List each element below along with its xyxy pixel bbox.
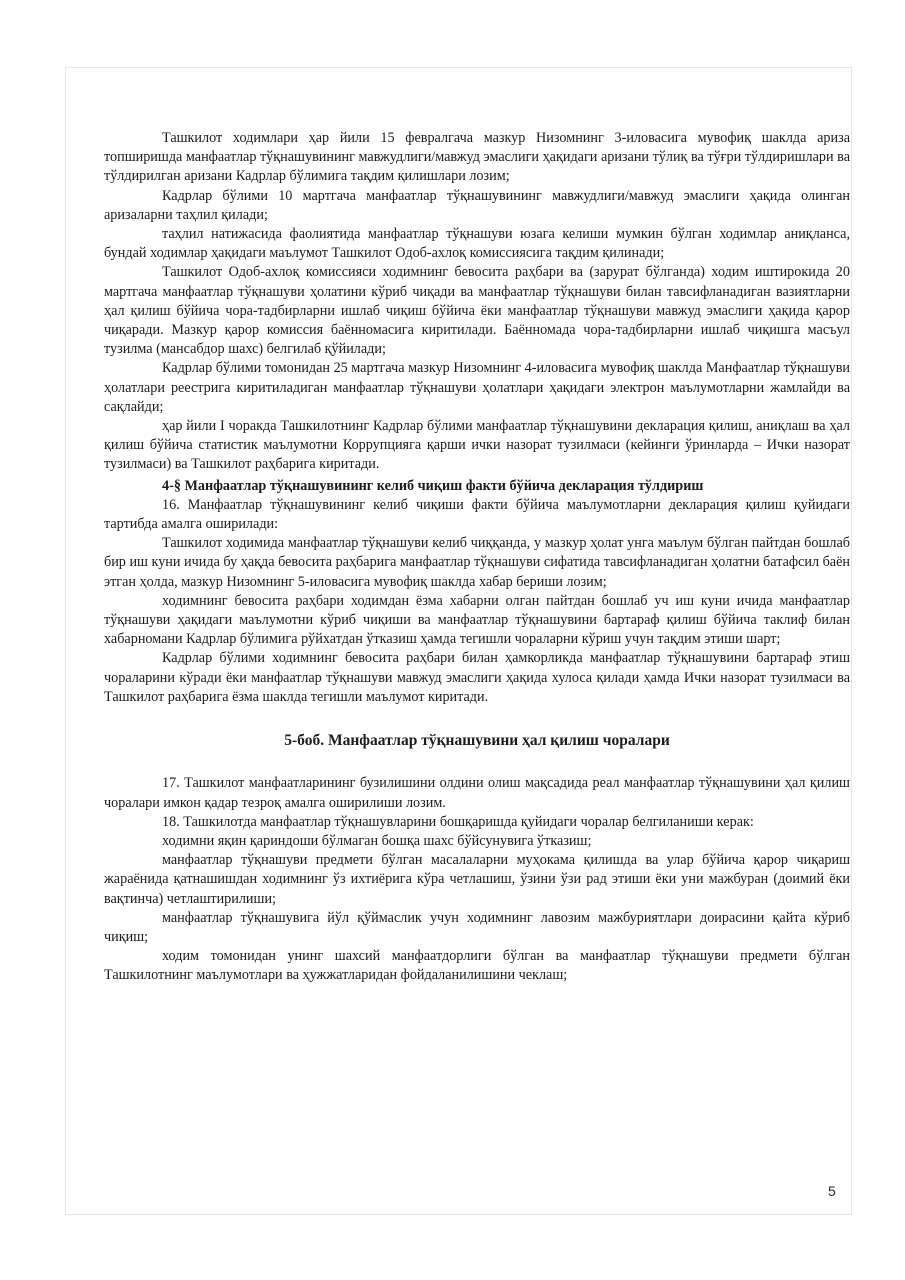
document-body xyxy=(104,129,850,986)
paragraph: 16. Манфаатлар тўқнашувининг келиб чиқиши факти бўйича маълумотларни декларация қилиш қуйидаги тартибда амалга оширилади: xyxy=(104,496,850,533)
paragraph: Ташкилот ходимида манфаатлар тўқнашуви келиб чиққанда, у мазкур ҳолат унга маълум бўлган пайтдан бошлаб бир иш куни ичида бу ҳақда бевосита раҳбарига манфаатлар тўқнашуви сифатида тавсифланадиган ҳолатни батафсил баён этган ҳолда, мазкур Низомнинг 5-иловасига мувофиқ шаклда хабар бериши лозим; xyxy=(104,535,850,590)
page-number: 5 xyxy=(828,1183,836,1199)
paragraph: Кадрлар бўлими ходимнинг бевосита раҳбари билан ҳамкорликда манфаатлар тўқнашувини бартараф этиш чораларини кўради ёки манфаатлар тўқнашуви мавжуд эмаслиги ҳақида хулоса қилади ҳамда Ички назорат тузилмаси ва Ташкилот раҳбарига ёзма шаклда тегишли маълумот киритади. xyxy=(104,650,850,705)
paragraph: ходим томонидан унинг шахсий манфаатдорлиги бўлган ва манфаатлар тўқнашуви предмети бўлган Ташкилотнинг маълумотлари ва ҳужжатларидан фойдаланилишини чеклаш; xyxy=(104,948,850,984)
paragraph: ҳар йили I чоракда Ташкилотнинг Кадрлар бўлими манфаатлар тўқнашувини декларация қилиш, аниқлаш ва ҳал қилиш бўйича статистик маълумотни Коррупцияга қарши ички назорат тузилмаси (кейинги ўринларда – Ички назорат тузилмаси) ва Ташкилот раҳбарига киритади. xyxy=(104,418,850,473)
paragraph: ходимнинг бевосита раҳбари ходимдан ёзма хабарни олган пайтдан бошлаб уч иш куни ичида манфаатлар тўқнашуви ҳақидаги маълумотни кўриб чиқиши ва манфаатлар тўқнашувини бартараф қилиш бўйича таклиф билан хабарномани Кадрлар бўлимига рўйхатдан ўтказиш ҳамда тегишли чораларни кўриш учун тақдим этиши шарт; xyxy=(104,592,850,648)
paragraph: ходимни яқин қариндоши бўлмаган бошқа шахс бўйсунувига ўтказиш; xyxy=(162,832,592,849)
paragraph: 18. Ташкилотда манфаатлар тўқнашувларини бошқаришда қуйидаги чоралар белгиланиши керак: xyxy=(162,813,754,830)
paragraph: таҳлил натижасида фаолиятида манфаатлар тўқнашуви юзага келиши мумкин бўлган ходимлар аниқланса, бундай ходимлар ҳақидаги маълумот Ташкилот Одоб-ахлоқ комиссиясига тақдим қилинади; xyxy=(104,226,850,262)
paragraph: Кадрлар бўлими томонидан 25 мартгача мазкур Низомнинг 4-иловасига мувофиқ шаклда Манфаатлар тўқнашуви ҳолатлари реестрига киритиладиган манфаатлар тўқнашуви ҳолатлари ҳақидаги электрон маълумотларни жамлайди ва сақлайди; xyxy=(104,360,850,415)
paragraph: Ташкилот Одоб-ахлоқ комиссияси ходимнинг бевосита раҳбари ва (зарурат бўлганда) ходим иштирокида 20 мартгача манфаатлар тўқнашуви ҳолатини кўриб чиқади ва манфаатлар тўқнашуви билан тавсифланадиган вазиятларни ҳал қилиш бўйича чора-тадбирларни ишлаб чиқиш бўйича ёки манфаатлар тўқнашуви мавжуд эмаслиги ҳақида қарор чиқаради. Мазкур қарор комиссия баённомасига киритилади. Баённомада чора-тадбирларни ишлаб чиқишга масъул тузилма (мансабдор шахс) белгилаб қўйилади; xyxy=(104,264,850,358)
paragraph: Кадрлар бўлими 10 мартгача манфаатлар тўқнашувининг мавжудлиги/мавжуд эмаслиги ҳақида олинган аризаларни таҳлил қилади; xyxy=(104,187,850,223)
paragraph: манфаатлар тўқнашувига йўл қўймаслик учун ходимнинг лавозим мажбуриятлари доирасини қайта кўриб чиқиш; xyxy=(104,909,850,945)
section-heading: 4-§ Манфаатлар тўқнашувининг келиб чиқиш факти бўйича декларация тўлдириш xyxy=(162,477,704,494)
paragraph: Ташкилот ходимлари ҳар йили 15 февралгача мазкур Низомнинг 3-иловасига мувофиқ шаклда ариза топширишда манфаатлар тўқнашувининг мавжудлиги/мавжуд эмаслиги ҳақидаги аризани тўлиқ ва тўғри тўлдиришлари ва тўлдирилган аризани Кадрлар бўлимига тақдим қилишлари лозим; xyxy=(104,130,850,185)
chapter-heading: 5-боб. Манфаатлар тўқнашувини ҳал қилиш чоралари xyxy=(284,732,670,750)
paragraph: 17. Ташкилот манфаатларининг бузилишини олдини олиш мақсадида реал манфаатлар тўқнашувини ҳал қилиш чоралари имкон қадар тезроқ амалга оширилиши лозим. xyxy=(104,775,850,811)
paragraph: манфаатлар тўқнашуви предмети бўлган масалаларни муҳокама қилишда ва улар бўйича қарор чиқариш жараёнида қатнашишдан ходимнинг ўз ихтиёрига кўра четлашиш, ўзини ўзи рад этиши ёки уни мажбуран (доимий ёки вақтинча) четлаштирилиши; xyxy=(104,852,850,907)
